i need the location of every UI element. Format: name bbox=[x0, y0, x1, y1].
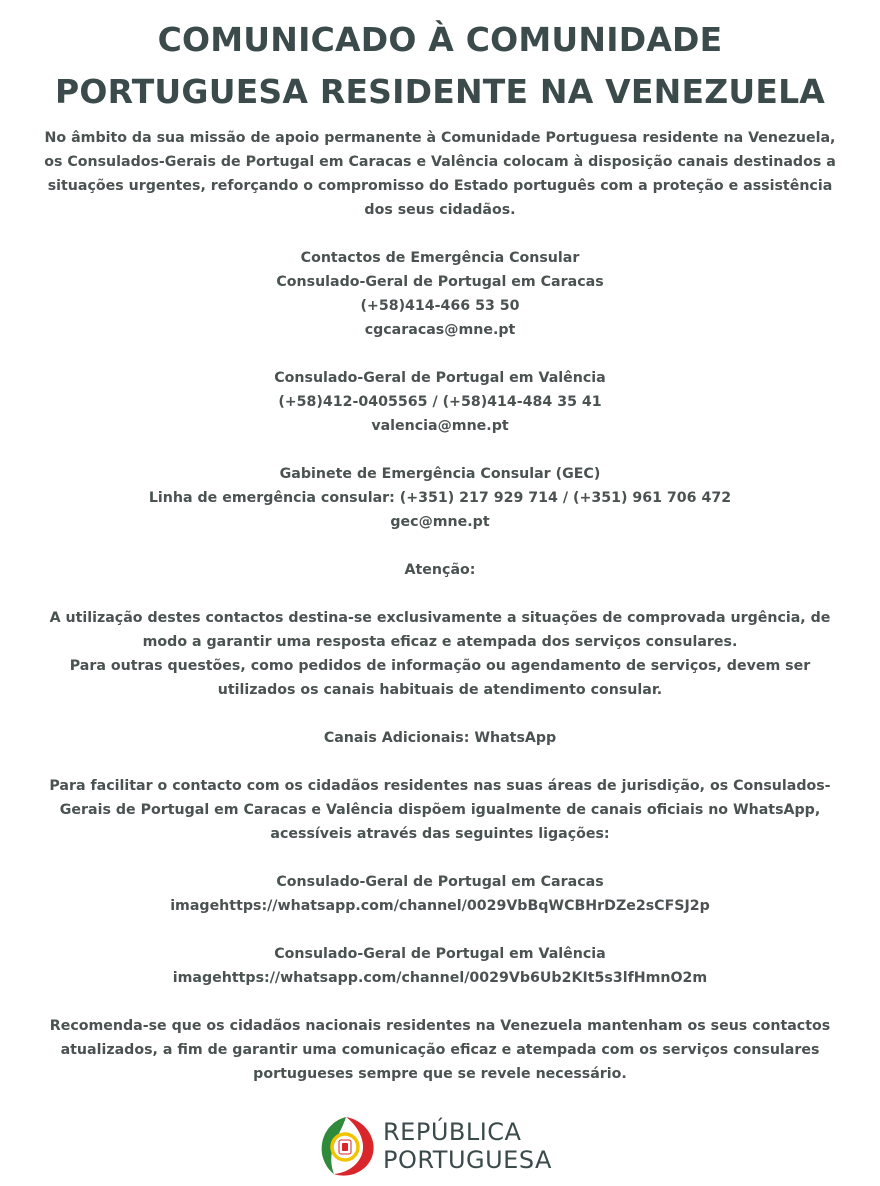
whatsapp-heading: Canais Adicionais: WhatsApp bbox=[323, 730, 557, 746]
republica-portuguesa-logo bbox=[316, 1114, 576, 1176]
emergency-contacts-gec bbox=[15, 462, 865, 534]
whatsapp-valencia-link[interactable]: imagehttps://whatsapp.com/channel/0029Vb6Ub2KIt5s3lfHmnO2m bbox=[172, 970, 708, 986]
communique-body bbox=[15, 126, 865, 1086]
caracas-phone: (+58)414-466 53 50 bbox=[360, 298, 520, 314]
valencia-email: valencia@mne.pt bbox=[371, 418, 509, 434]
gec-name: Gabinete de Emergência Consular (GEC) bbox=[279, 466, 601, 482]
whatsapp-paragraph bbox=[15, 774, 865, 846]
whatsapp-valencia-name: Consulado-Geral de Portugal em Valência bbox=[274, 946, 606, 962]
gec-email: gec@mne.pt bbox=[390, 514, 490, 530]
attention-heading: Atenção: bbox=[404, 562, 476, 578]
page-title bbox=[0, 0, 880, 118]
valencia-consulate-name: Consulado-Geral de Portugal em Valência bbox=[274, 370, 606, 386]
title-line-2: PORTUGUESA RESIDENTE NA VENEZUELA bbox=[54, 72, 826, 111]
logo-line-2: PORTUGUESA bbox=[383, 1146, 552, 1174]
intro-line: No âmbito da sua missão de apoio permanente à Comunidade Portuguesa residente na Venezuela, bbox=[44, 130, 836, 146]
caracas-consulate-name: Consulado-Geral de Portugal em Caracas bbox=[276, 274, 604, 290]
portuguese-emblem-icon bbox=[316, 1114, 378, 1176]
whatsapp-caracas bbox=[15, 870, 865, 918]
whatsapp-line: Gerais de Portugal em Caracas e Valência dispõem igualmente de canais oficiais no WhatsApp, bbox=[59, 802, 821, 818]
attention-line: modo a garantir uma resposta eficaz e atempada dos serviços consulares. bbox=[142, 634, 738, 650]
emergency-contacts-valencia bbox=[15, 366, 865, 438]
whatsapp-caracas-link[interactable]: imagehttps://whatsapp.com/channel/0029VbBqWCBHrDZe2sCFSJ2p bbox=[170, 898, 710, 914]
attention-line: Para outras questões, como pedidos de informação ou agendamento de serviços, devem ser bbox=[69, 658, 811, 674]
whatsapp-valencia bbox=[15, 942, 865, 990]
emergency-heading: Contactos de Emergência Consular bbox=[300, 250, 580, 266]
intro-line: situações urgentes, reforçando o compromisso do Estado português com a proteção e assistência bbox=[47, 178, 833, 194]
logo-wordmark bbox=[383, 1118, 552, 1174]
emergency-contacts-caracas bbox=[15, 246, 865, 342]
logo-line-1: REPÚBLICA bbox=[383, 1118, 522, 1146]
attention-line: utilizados os canais habituais de atendimento consular. bbox=[217, 682, 663, 698]
whatsapp-line: Para facilitar o contacto com os cidadãos residentes nas suas áreas de jurisdição, os Consulados- bbox=[49, 778, 831, 794]
attention-line: A utilização destes contactos destina-se exclusivamente a situações de comprovada urgência, de bbox=[49, 610, 831, 626]
intro-paragraph bbox=[15, 126, 865, 222]
intro-line: os Consulados-Gerais de Portugal em Caracas e Valência colocam à disposição canais destinados a bbox=[44, 154, 836, 170]
intro-line: dos seus cidadãos. bbox=[364, 202, 516, 218]
valencia-phone: (+58)412-0405565 / (+58)414-484 35 41 bbox=[278, 394, 602, 410]
caracas-email: cgcaracas@mne.pt bbox=[364, 322, 516, 338]
gec-phone: Linha de emergência consular: (+351) 217 929 714 / (+351) 961 706 472 bbox=[148, 490, 732, 506]
whatsapp-caracas-name: Consulado-Geral de Portugal em Caracas bbox=[276, 874, 604, 890]
closing-line: Recomenda-se que os cidadãos nacionais residentes na Venezuela mantenham os seus contactos bbox=[49, 1018, 831, 1034]
whatsapp-line: acessíveis através das seguintes ligações: bbox=[270, 826, 610, 842]
closing-line: atualizados, a fim de garantir uma comunicação eficaz e atempada com os serviços consulares bbox=[60, 1042, 820, 1058]
title-line-1: COMUNICADO À COMUNIDADE bbox=[157, 20, 723, 59]
attention-paragraph bbox=[15, 606, 865, 702]
closing-paragraph bbox=[15, 1014, 865, 1086]
closing-line: portugueses sempre que se revele necessário. bbox=[253, 1066, 627, 1082]
